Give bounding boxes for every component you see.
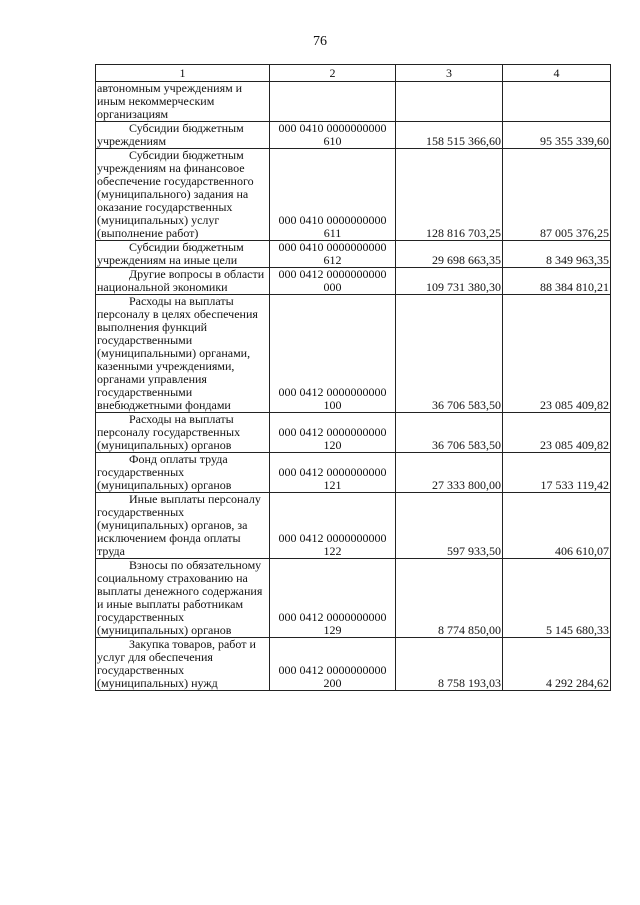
row-value-col4: 17 533 119,42: [503, 453, 611, 493]
row-value-col4: 23 085 409,82: [503, 413, 611, 453]
row-code: 000 0412 0000000000 121: [270, 453, 396, 493]
table-header: [96, 65, 611, 82]
table-row: [96, 149, 611, 241]
page-number: 76: [313, 34, 327, 49]
row-name: Субсидии бюджетным учреждениям на финансовое обеспечение государственного (муниципального) задания на оказание государственных (муниципальных) услуг (выполнение работ): [96, 149, 270, 241]
row-code: [270, 82, 396, 122]
header-col-4: 4: [503, 65, 611, 82]
row-value-col4: 23 085 409,82: [503, 295, 611, 413]
row-value-col3: 109 731 380,30: [396, 268, 503, 295]
row-name: Закупка товаров, работ и услуг для обеспечения государственных (муниципальных) нужд: [96, 638, 270, 691]
table-row: [96, 241, 611, 268]
row-value-col4: 87 005 376,25: [503, 149, 611, 241]
budget-table: [95, 64, 611, 691]
row-name: автономным учреждениям и иным некоммерческим организациям: [96, 82, 270, 122]
row-value-col4: 95 355 339,60: [503, 122, 611, 149]
row-name: Взносы по обязательному социальному страхованию на выплаты денежного содержания и иные выплаты работникам государственных (муниципальных) органов: [96, 559, 270, 638]
row-code: 000 0412 0000000000 000: [270, 268, 396, 295]
row-value-col3: 29 698 663,35: [396, 241, 503, 268]
row-value-col4: 8 349 963,35: [503, 241, 611, 268]
row-name: Другие вопросы в области национальной экономики: [96, 268, 270, 295]
row-value-col4: 5 145 680,33: [503, 559, 611, 638]
row-value-col3: 158 515 366,60: [396, 122, 503, 149]
row-value-col3: 36 706 583,50: [396, 413, 503, 453]
table-row: [96, 453, 611, 493]
row-name: Иные выплаты персоналу государственных (муниципальных) органов, за исключением фонда оплаты труда: [96, 493, 270, 559]
row-code: 000 0412 0000000000 129: [270, 559, 396, 638]
table-row: [96, 413, 611, 453]
table-row: [96, 122, 611, 149]
row-code: 000 0410 0000000000 611: [270, 149, 396, 241]
row-name: Субсидии бюджетным учреждениям на иные цели: [96, 241, 270, 268]
row-code: 000 0410 0000000000 612: [270, 241, 396, 268]
row-code: 000 0412 0000000000 120: [270, 413, 396, 453]
row-name: Субсидии бюджетным учреждениям: [96, 122, 270, 149]
row-name: Фонд оплаты труда государственных (муниципальных) органов: [96, 453, 270, 493]
table-row: [96, 268, 611, 295]
table-row: [96, 82, 611, 122]
row-value-col3: [396, 82, 503, 122]
row-value-col3: 597 933,50: [396, 493, 503, 559]
header-row: [96, 65, 611, 82]
row-value-col4: 4 292 284,62: [503, 638, 611, 691]
header-col-2: 2: [270, 65, 396, 82]
row-value-col3: 8 774 850,00: [396, 559, 503, 638]
row-value-col4: 88 384 810,21: [503, 268, 611, 295]
row-value-col4: 406 610,07: [503, 493, 611, 559]
header-col-1: 1: [96, 65, 270, 82]
row-value-col3: 128 816 703,25: [396, 149, 503, 241]
header-col-3: 3: [396, 65, 503, 82]
row-value-col4: [503, 82, 611, 122]
table-row: [96, 638, 611, 691]
table-row: [96, 295, 611, 413]
row-code: 000 0412 0000000000 100: [270, 295, 396, 413]
row-name: Расходы на выплаты персоналу в целях обеспечения выполнения функций государственными (муниципальными) органами, казенными учреждениями, органами управления государственными внебюджетными фондами: [96, 295, 270, 413]
row-value-col3: 36 706 583,50: [396, 295, 503, 413]
table-body: [96, 82, 611, 691]
row-value-col3: 27 333 800,00: [396, 453, 503, 493]
row-code: 000 0412 0000000000 122: [270, 493, 396, 559]
row-code: 000 0410 0000000000 610: [270, 122, 396, 149]
table-row: [96, 559, 611, 638]
row-code: 000 0412 0000000000 200: [270, 638, 396, 691]
row-name: Расходы на выплаты персоналу государственных (муниципальных) органов: [96, 413, 270, 453]
row-value-col3: 8 758 193,03: [396, 638, 503, 691]
table-row: [96, 493, 611, 559]
